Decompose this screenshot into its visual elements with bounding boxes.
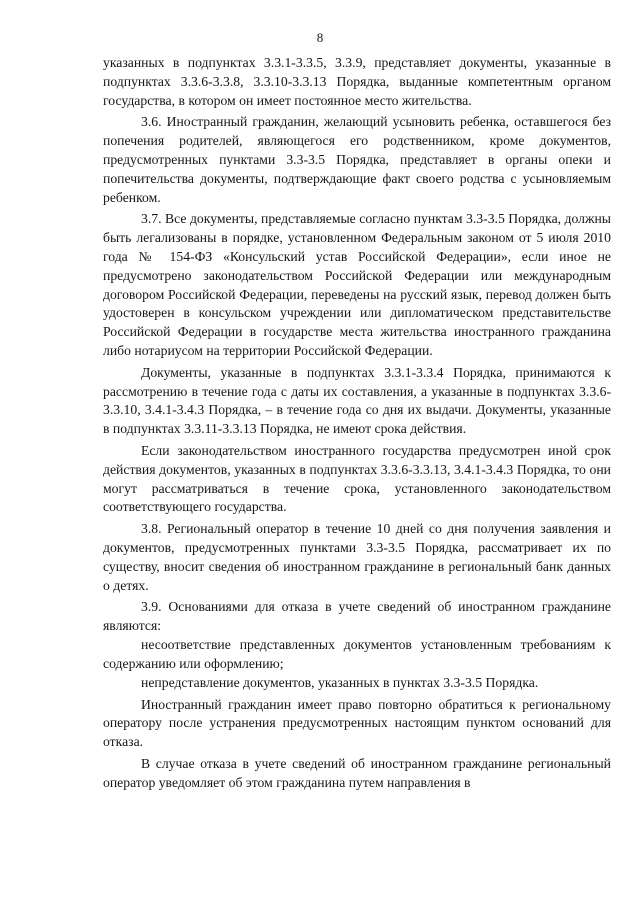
page-number: 8 [316, 30, 324, 45]
paragraph-3-6: 3.6. Иностранный гражданин, желающий усыновить ребенка, оставшегося без попечения родителей, являющегося его родственником, кроме документов, предусмотренных пунктами 3.3-3.5 Порядка, представляет в органы опеки и попечительства документы, подтверждающие факт своего родства с усыновляемым ребенком. [103, 114, 611, 205]
paragraph-continuation: указанных в подпунктах 3.3.1-3.3.5, 3.3.9, представляет документы, указанные в подпунктах 3.3.6-3.3.8, 3.3.10-3.3.13 Порядка, выданные компетентным органом государства, в котором он имеет постоянное место жительства. [103, 55, 611, 108]
paragraph-reapply: Иностранный гражданин имеет право повторно обратиться к региональному оператору после устранения предусмотренных настоящим пунктом оснований для отказа. [103, 696, 611, 750]
paragraph-3-7: 3.7. Все документы, представляемые согласно пунктам 3.3-3.5 Порядка, должны быть легализованы в порядке, установленном Федеральным законом от 5 июля 2010 года № 154-ФЗ «Консульский устав Российской Федерации», если иное не предусмотрено законодательством Российской Федерации или международным договором Российской Федерации, переведены на русский язык, перевод должен быть удостоверен в консульском учреждении или дипломатическом представительстве Российской Федерации в государстве места жительства иностранного гражданина либо нотариусом на территории Российской Федерации. [103, 211, 611, 358]
paragraph-3-8: 3.8. Региональный оператор в течение 10 дней со дня получения заявления и документов, предусмотренных пунктами 3.3-3.5 Порядка, рассматривает их по существу, вносит сведения об иностранном гражданине в региональный банк данных о детях. [103, 521, 611, 593]
list-item-nonsubmission: непредставление документов, указанных в пунктах 3.3-3.5 Порядка. [141, 674, 539, 690]
paragraph-3-9: 3.9. Основаниями для отказа в учете сведений об иностранном гражданине являются: [103, 599, 611, 634]
list-item-noncompliance: несоответствие представленных документов установленным требованиям к содержанию или оформлению; [103, 637, 611, 671]
document-body [103, 54, 611, 793]
paragraph-foreign-law: Если законодательством иностранного государства предусмотрен иной срок действия документов, указанных в подпунктах 3.3.6-3.3.13, 3.4.1-3.4.3 Порядка, то они могут рассматриваться в течение срока, установленного законодательством соответствующего государства. [103, 442, 611, 515]
paragraph-refusal-notice: В случае отказа в учете сведений об иностранном гражданине региональный оператор уведомляет об этом гражданина путем направления в [103, 756, 611, 790]
paragraph-validity: Документы, указанные в подпунктах 3.3.1-3.3.4 Порядка, принимаются к рассмотрению в течение года с даты их составления, а указанные в подпунктах 3.3.6-3.3.10, 3.4.1-3.4.3 Порядка, – в течение года со дня их выдачи. Документы, указанные в подпунктах 3.3.11-3.3.13 Порядка, не имеют срока действия. [103, 364, 611, 437]
